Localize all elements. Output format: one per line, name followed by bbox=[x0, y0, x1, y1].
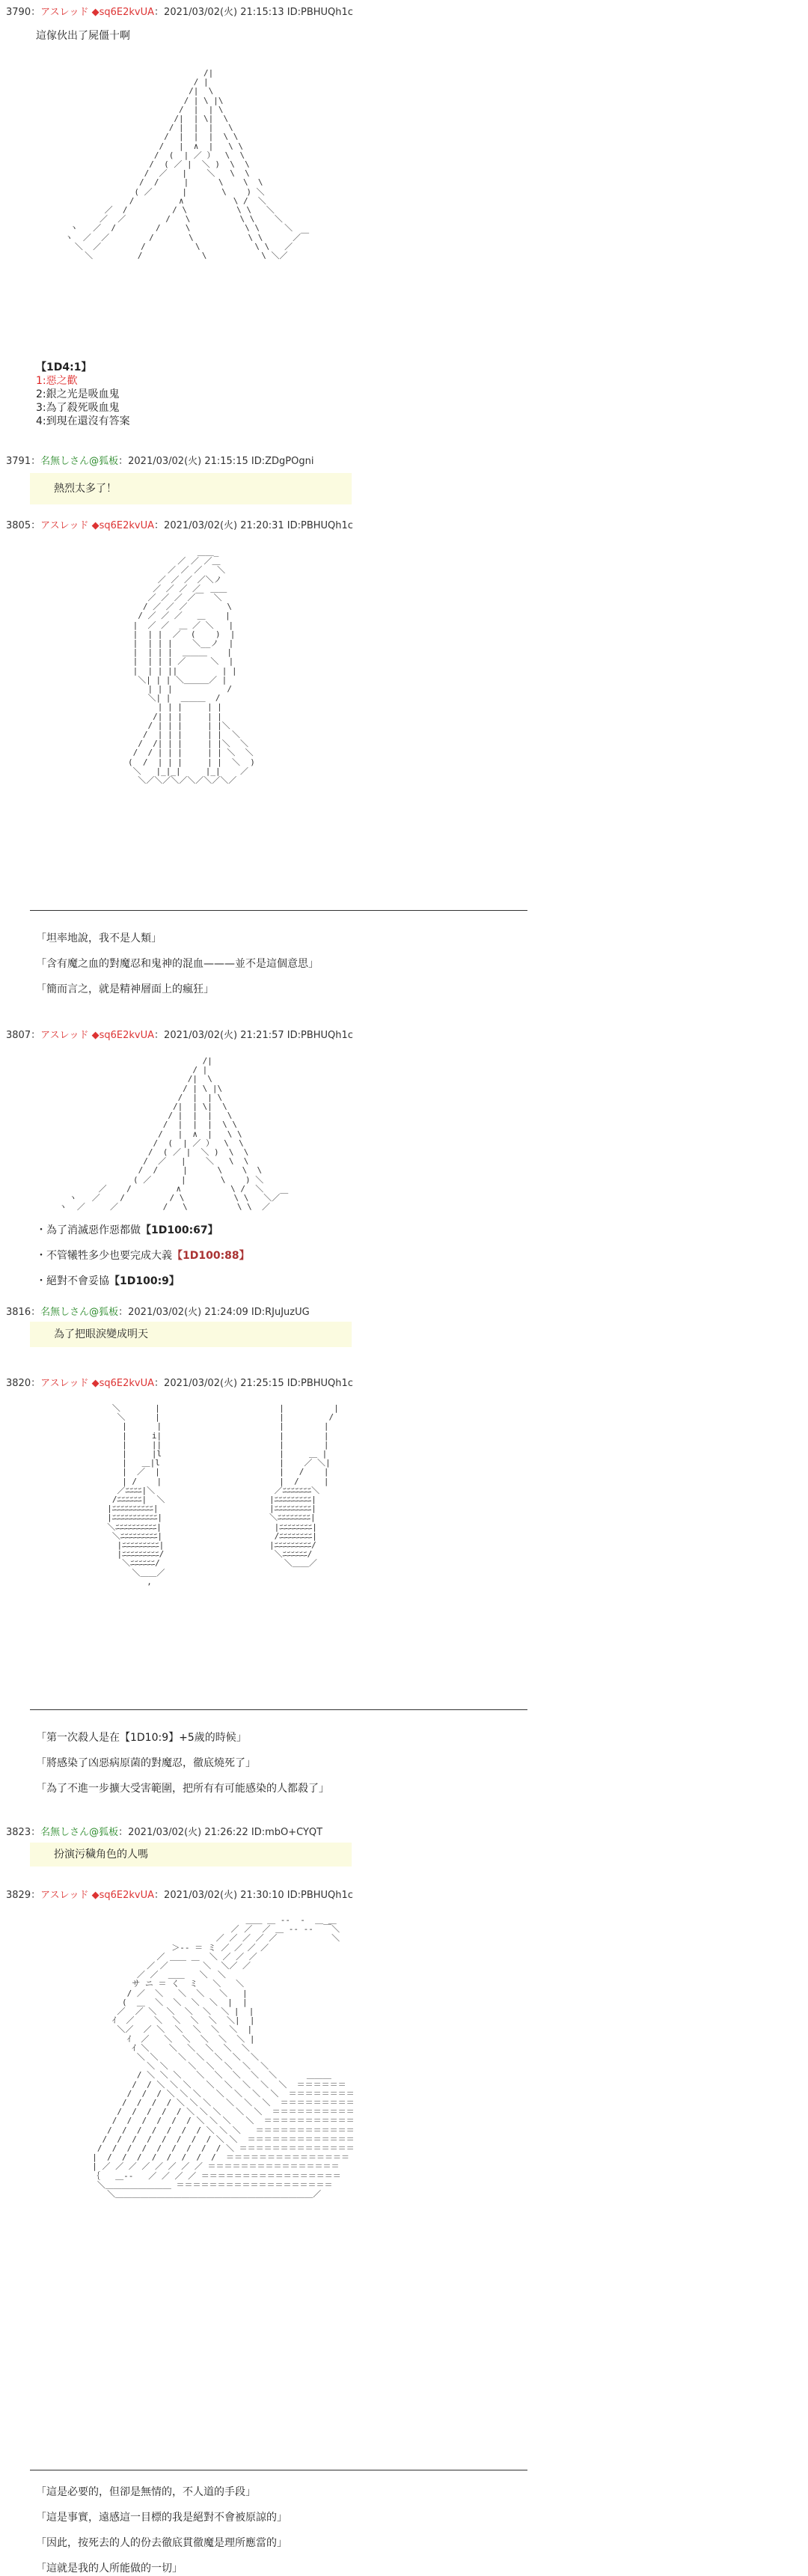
dice-result: 【1D100:88】 bbox=[172, 1250, 250, 1262]
ascii-art-hooded-figure: ＿＿_ ／ ／ ／＿ ／ ／ ／ ＼ ／ ／ ／ ／＼ノ ／ ／ ／ ／ ＿＿ ／ ／ ／ ／￣ ＼ / ／ ／ ／ \ / ／ ／ ／ ＿ | | ／ ／ ＿ ／ ＼ | | | | ／ ( ) | | | | | ＼__ノ | | | | | ＿＿＿ | | | | | ／ ＼ | | | | || | | ＼| | | ＼＿＿＿／ | | | | / ＼| | ＿＿＿ / | | | | | /| | | | | / | | | | |＼ / | | | | | ＼ / /| | | | |＼ ＼ / / | | | | | ＼ ＼ ( / | | | | | ＼ ) ＼ |_|_| |_| ／ ＼／＼／＼／＼／＼／＼／ bbox=[127, 547, 255, 786]
poster-name: アスレッド bbox=[40, 7, 89, 18]
dialogue-line: 「含有魔之血的對魔忍和鬼神的混血———並不是這個意思」 bbox=[36, 958, 319, 970]
post-date: 2021/03/02(火) 21:21:57 ID:PBHUQh1c bbox=[164, 1030, 353, 1041]
bullet-text: ・不管犧牲多少也要完成大義 bbox=[36, 1250, 172, 1262]
post-number[interactable]: 3807 bbox=[6, 1030, 31, 1041]
post-text: 這傢伙出了屍僵十啊 bbox=[36, 30, 130, 42]
post-header: 3829：アスレッド ◆sq6E2kvUA：2021/03/02(火) 21:30:10 ID:PBHUQh1c bbox=[6, 1890, 353, 1901]
dice-result: 【1D100:67】 bbox=[141, 1224, 218, 1236]
poster-name: 名無しさん@狐板 bbox=[40, 1307, 119, 1318]
ascii-art-figure: /| / | /| \ / | \ |\ / | | \ /| | \| \ / | | | \ / | | | \ \ / | ∧ | \ \ / ( | ／ ） \ \ / ( ／ | ＼ ) \ \ / ／ | ＼ \ \ / / | \ \ \ ( ／ | \ ) ＼ ／ / ∧ \ / ＼ ヽ ／ / / \ \ \ ＼／￣ ヽ ／ ／ / \ \ \ ／ bbox=[58, 1056, 289, 1212]
post-header: 3791：名無しさん@狐板：2021/03/02(火) 21:15:15 ID:ZDgPOgni bbox=[6, 456, 314, 467]
bullet-text: ・為了消滅惡作惡都做 bbox=[36, 1224, 141, 1236]
post-text: 為了把眼淚變成明天 bbox=[54, 1328, 148, 1340]
dialogue-line: 「這是必要的，但卻是無情的，不人道的手段」 bbox=[36, 2486, 256, 2498]
post-number[interactable]: 3820 bbox=[6, 1378, 31, 1389]
post-date: 2021/03/02(火) 21:26:22 ID:mbO+CYQT bbox=[128, 1827, 323, 1838]
poster-trip: ◆sq6E2kvUA bbox=[91, 1030, 155, 1041]
divider bbox=[30, 1709, 527, 1710]
post-text: 扮演污穢角色的人嗎 bbox=[54, 1849, 148, 1861]
poster-trip: ◆sq6E2kvUA bbox=[91, 520, 155, 531]
dialogue-line: 「這就是我的人所能做的一切」 bbox=[36, 2563, 183, 2575]
dialogue-line: 「簡而言之，就是精神層面上的瘋狂」 bbox=[36, 983, 214, 995]
poster-trip: ◆sq6E2kvUA bbox=[91, 7, 155, 18]
divider bbox=[30, 910, 527, 911]
post-number[interactable]: 3805 bbox=[6, 520, 31, 531]
post-date: 2021/03/02(火) 21:20:31 ID:PBHUQh1c bbox=[164, 520, 353, 531]
bullet-text: ・絕對不會妥協 bbox=[36, 1275, 109, 1287]
dice-title: 【1D4:1】 bbox=[36, 361, 92, 373]
post-date: 2021/03/02(火) 21:30:10 ID:PBHUQh1c bbox=[164, 1890, 353, 1901]
choice-2: 2:銀之光是吸血鬼 bbox=[36, 388, 120, 400]
dialogue-line: 「這是事實，遠感這一目標的我是絕對不會被原諒的」 bbox=[36, 2512, 287, 2524]
ascii-art-cloaked-figure: ＿＿ ＿ -- - ＿ ＿ ／ ／ ／ ＿ -‐ ‐‐ ￣＼ ／ ／ ／ ／ ／ ＼ ＞-‐ ＝ ミ ／ ／ ／ ／ ／ ＿＿ ＿ ＼ ／ ／ ／ ／ ／ ＼ ＼／ ／ ／ ／ ＿＿ ＼ ＼ サ ニ ＝ く ミ ＼ ＼ / ／ ＼ ＼ ＼ ＼ | ( ＿ ＼ ＼ ＼ ＼ | | ／ ／ ＼ ＼ ＼ ＼ ＼ | | ｲ ／ ＼ ＼ ＼ ＼ ＼| | ＼／ ／ ＼ ＼ ＼ ＼ ＼ | ｲ ／ ＼ ＼ ＼ ＼ ＼ | ｲ ＼ ＼ ＼ ＼ ＼ ＼ ＼ ＼ ＼ ＼ ＼ ＼ ＼ ＼ ＼ ＼ ＼ ＼ ＼ ＼ / ＼ ＼ ＼ ＼ ＼ ＼ ＼ ＼ ＿＿＿ / / ＼ ＼ ＼ ＼ ＼ ＼ ＼ ＼ ＝＝＝＝＝＝ / / / ＼ ＼ ＼ ＼ ＼ ＼ ＼ ＝＝＝＝＝＝＝＝ / / / / ＼ ＼ ＼ ＼ ＼ ＼ ＝＝＝＝＝＝＝＝＝ / / / / / ＼ ＼ ＼ ＼ ＼ ＝＝＝＝＝＝＝＝＝＝ / / / / / / ＼ ＼ ＼ ＼ ＝＝＝＝＝＝＝＝＝＝＝ / / / / / / / ＼ ＼ ＼ ＝＝＝＝＝＝＝＝＝＝＝＝ / / / / / / / / ＼ ＼ ＝＝＝＝＝＝＝＝＝＝＝＝＝ / / / / / / / / / ＼ ＝＝＝＝＝＝＝＝＝＝＝＝＝＝ | / / / / / / / / ＝＝＝＝＝＝＝＝＝＝＝＝＝＝＝ | ／ ／ ／ ／ ／ ／ ／ ／ ＝＝＝＝＝＝＝＝＝＝＝＝＝＝＝＝ ｛ ＿-‐ ／ ／ ／ ／ ＝＝＝＝＝＝＝＝＝＝＝＝＝＝＝＝＝ ＼＿＿＿＿＿＿＿＿ ＝＝＝＝＝＝＝＝＝＝＝＝＝＝＝＝＝＝＝ ＼＿＿＿＿＿＿＿＿＿＿＿＿＿＿＿＿＿＿＿＿＿＿＿＿／ bbox=[92, 1915, 355, 2200]
post-header: 3790：アスレッド ◆sq6E2kvUA：2021/03/02(火) 21:15:13 ID:PBHUQh1c bbox=[6, 7, 353, 18]
dialogue-line: 「第一次殺人是在【1D10:9】+5歲的時候」 bbox=[36, 1732, 247, 1744]
bullet-line bbox=[36, 1248, 250, 1263]
dialogue-line: 「因此，按死去的人的份去徹底貫徹魔是理所應當的」 bbox=[36, 2537, 287, 2549]
post-header: 3820：アスレッド ◆sq6E2kvUA：2021/03/02(火) 21:25:15 ID:PBHUQh1c bbox=[6, 1378, 353, 1389]
choice-3: 3:為了殺死吸血鬼 bbox=[36, 402, 120, 414]
poster-name: アスレッド bbox=[40, 520, 89, 531]
poster-name: アスレッド bbox=[40, 1030, 89, 1041]
ascii-art-legs-left: ＼ | ＼ | | | | i| | || | |l | ＿|l | ／ | | / | ／ﾆﾆﾆﾆ|＼ /ﾆﾆﾆﾆﾆﾆ| ＼ |ﾆﾆﾆﾆﾆﾆﾆﾆﾆﾆ| |ﾆﾆﾆﾆﾆﾆﾆﾆﾆﾆﾆ| ＼ﾆﾆﾆﾆﾆﾆﾆﾆﾆﾆ| ＼ﾆﾆﾆﾆﾆﾆﾆﾆﾆ| |ﾆﾆﾆﾆﾆﾆﾆﾆﾆ| |ﾆﾆﾆﾆﾆﾆﾆﾆﾆ/ ＼ﾆﾆﾆﾆﾆﾆ/ ＼＿＿／ , bbox=[107, 1403, 165, 1587]
post-number[interactable]: 3823 bbox=[6, 1827, 31, 1838]
poster-name: アスレッド bbox=[40, 1378, 89, 1389]
poster-name: 名無しさん@狐板 bbox=[40, 456, 119, 467]
post-header: 3816：名無しさん@狐板：2021/03/02(火) 21:24:09 ID:RJuJuzUG bbox=[6, 1307, 310, 1318]
post-date: 2021/03/02(火) 21:15:15 ID:ZDgPOgni bbox=[128, 456, 314, 467]
post-text: 熱烈太多了！ bbox=[54, 483, 117, 495]
post-number[interactable]: 3816 bbox=[6, 1307, 31, 1318]
bullet-line bbox=[36, 1223, 218, 1238]
post-header: 3805：アスレッド ◆sq6E2kvUA：2021/03/02(火) 21:20:31 ID:PBHUQh1c bbox=[6, 520, 353, 531]
post-number[interactable]: 3790 bbox=[6, 7, 31, 18]
post-number[interactable]: 3829 bbox=[6, 1890, 31, 1901]
post-header: 3807：アスレッド ◆sq6E2kvUA：2021/03/02(火) 21:21:57 ID:PBHUQh1c bbox=[6, 1030, 353, 1041]
poster-trip: ◆sq6E2kvUA bbox=[91, 1890, 155, 1901]
post-header: 3823：名無しさん@狐板：2021/03/02(火) 21:26:22 ID:mbO+CYQT bbox=[6, 1827, 323, 1838]
choice-4: 4:到現在還沒有答案 bbox=[36, 415, 130, 427]
post-date: 2021/03/02(火) 21:25:15 ID:PBHUQh1c bbox=[164, 1378, 353, 1389]
bullet-line bbox=[36, 1274, 180, 1289]
ascii-art-figure: /| / | /| \ / | \ |\ / | | \ /| | \| \ / | | | \ / | | | \ \ / | ∧ | \ \ / ( | ／ ） \ \ / ( ／ | ＼ ) \ \ / ／ | ＼ \ \ / / | \ \ \ ( ／ | \ ) ＼ / ∧ \ / ＼ ／ / / \ \ \ ＼ ／ ／ / \ \ \ ＼ ヽ ／ / / \ \ \ ＼ ヽ ／ ／ / \ \ \ ／￣ ＼ ／ / \ \ \ ／ ＼ / \ \ ＼／ bbox=[64, 68, 310, 261]
ascii-art-legs-right: | | | / | | | | | | | ＿ | | ／ ＼| | / | | / | ／ﾆﾆﾆﾆﾆﾆﾆ＼ |ﾆﾆﾆﾆﾆﾆﾆﾆﾆ| |ﾆﾆﾆﾆﾆﾆﾆﾆﾆ| ＼ﾆﾆﾆﾆﾆﾆﾆﾆ| |ﾆﾆﾆﾆﾆﾆﾆﾆ| /ﾆﾆﾆﾆﾆﾆﾆﾆ| |ﾆﾆﾆﾆﾆﾆﾆﾆﾆ/ ＼ﾆﾆﾆﾆﾆﾆ/ ＼＿＿／ bbox=[269, 1403, 339, 1569]
post-number[interactable]: 3791 bbox=[6, 456, 31, 467]
poster-name: アスレッド bbox=[40, 1890, 89, 1901]
dialogue-line: 「為了不進一步擴大受害範圍，把所有有可能感染的人都殺了」 bbox=[36, 1783, 329, 1795]
dice-result: 【1D100:9】 bbox=[109, 1275, 180, 1287]
dialogue-line: 「將感染了凶惡病原菌的對魔忍，徹底燒死了」 bbox=[36, 1757, 256, 1769]
post-date: 2021/03/02(火) 21:15:13 ID:PBHUQh1c bbox=[164, 7, 353, 18]
poster-trip: ◆sq6E2kvUA bbox=[91, 1378, 155, 1389]
post-date: 2021/03/02(火) 21:24:09 ID:RJuJuzUG bbox=[128, 1307, 310, 1318]
dialogue-line: 「坦率地說，我不是人類」 bbox=[36, 933, 162, 944]
choice-1: 1:惡之歡 bbox=[36, 375, 78, 387]
poster-name: 名無しさん@狐板 bbox=[40, 1827, 119, 1838]
